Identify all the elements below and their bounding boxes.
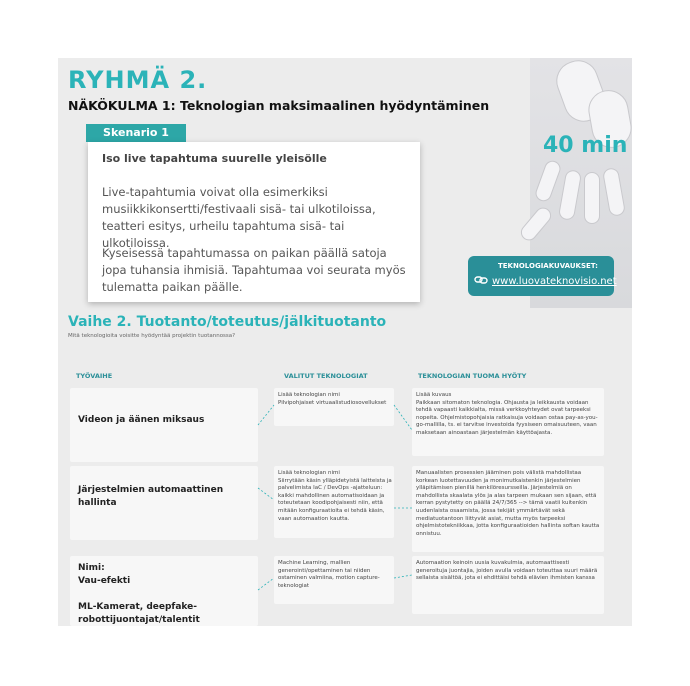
scenario-heading: Iso live tapahtuma suurelle yleisölle (102, 152, 327, 165)
tab-scenario-1[interactable]: Skenario 1 (86, 124, 186, 142)
page-title: RYHMÄ 2. (68, 66, 208, 94)
scenario-paragraph-2: Kyseisessä tapahtumassa on paikan päällä satoja jopa tuhansia ihmisiä. Tapahtumaa voi seurata myös tulematta paikan päälle. (102, 246, 406, 294)
timer-label: 40 min (543, 133, 628, 158)
page-subtitle: NÄKÖKULMA 1: Teknologian maksimaalinen hyödyntäminen (68, 98, 490, 113)
row-3-work-phase: Nimi: Vau-efekti ML-Kamerat, deepfake-robottijuontajat/talentit (78, 563, 200, 625)
row-3-benefit: Automaation keinoin uusia kuvakulmia, automaattisesti generoituja juontajia, joiden avulla voidaan toteuttaa suuri määrä sellaista sisältöä, jota ei ehdittäisi tehdä elävien ihmisten kanssa (416, 560, 598, 582)
phase-question: Mitä teknologioita voisitte hyödyntää projektin tuotannossa? (68, 333, 236, 339)
row-1-work-phase: Videon ja äänen miksaus (78, 415, 205, 425)
column-header-technologies: VALITUT TEKNOLOGIAT (284, 372, 368, 380)
row-1-benefit: Lisää kuvaus Paikkaan sitomaton teknologia. Ohjausta ja leikkausta voidaan tehdä vapaasti kaikkialta, missä verkkoyhteydet ovat tarpeeksi nopeita. Ohjelmistopohjaisia ratkaisuja voidaan ostaa pay-as-you-go-mallilla, ts. ei tarvitse investoida fyysiseen omaisuuteen, vaan maksetaan ainoastaan järjestelmän käyttöajasta. (416, 392, 598, 436)
scenario-paragraph-1: Live-tapahtumia voivat olla esimerkiksi musiikkikonsertti/festivaali sisä- tai ulkotiloissa, teatteri esitys, urheilu tapahtuma sisä- tai ulkotiloissa. (102, 185, 376, 250)
row-2-technologies: Lisää teknologian nimi Siirrytään käsin ylläpidetyistä laitteista ja palvelimista IaC / DevOps -ajatteluun: kaikki mahdollinen automatisoidaan ja toteutetaan koodipohjaisesti niin, että mitään konfiguraatioita ei tehdä käsin, vaan automaation kautta. (278, 470, 392, 522)
tech-descriptions-label: TEKNOLOGIAKUVAUKSET: (498, 262, 598, 270)
tech-descriptions-link[interactable]: www.luovateknovisio.net (492, 276, 617, 287)
row-3-technologies: Machine Learning, mallien generointi/opettaminen tai niiden ostaminen valmiina, motion capture-teknologiat (278, 560, 380, 589)
phase-title: Vaihe 2. Tuotanto/toteutus/jälkituotanto (68, 314, 387, 330)
column-header-benefit: TEKNOLOGIAN TUOMA HYÖTY (418, 372, 527, 380)
row-2-benefit: Manuaalisten prosessien jääminen pois välistä mahdollistaa korkean luotettavuuden ja monimutkaistenkin järjestelmien ylläpitämisen pienillä henkilöresursseilla. Järjestelmiä on mahdollista skaalata ylös ja alas tarpeen mukaan sen sijaan, että kerran pystytetty on päällä 24/7/365 --> tämä vaatii kuitenkin uudenlaista osaamista, jossa tekijät ymmärtävät sekä mediatuotantoon liittyvät asiat, mutta myös tarpeeksi ohjelmistotekniikkaa, jotta konfiguraatioiden hallinta softan kautta onnistuu. (416, 470, 600, 537)
column-header-work-phase: TYÖVAIHE (76, 372, 113, 380)
row-1-technologies: Lisää teknologian nimi Pilvipohjaiset virtuaalistudiosovellukset (278, 392, 387, 406)
row-2-work-phase: Järjestelmien automaattinen hallinta (78, 485, 224, 508)
